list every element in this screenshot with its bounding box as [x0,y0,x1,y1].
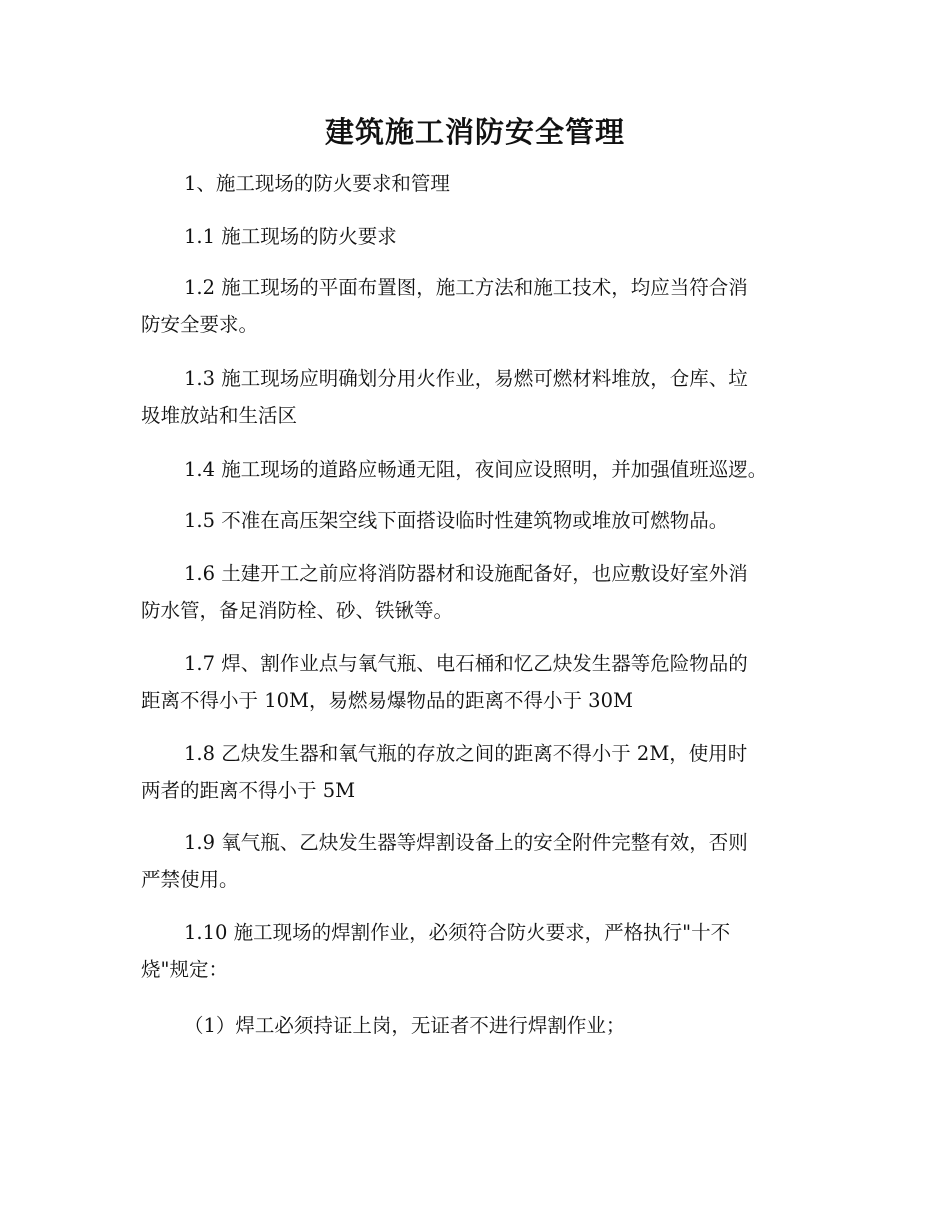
paragraph-line: 烧"规定： [141,958,228,981]
paragraph-line: 距离不得小于 10M，易燃易爆物品的距离不得小于 30M [141,689,633,712]
paragraph-line: 1.8 乙炔发生器和氧气瓶的存放之间的距离不得小于 2M，使用时 [184,742,748,765]
paragraph-line: 1.10 施工现场的焊割作业，必须符合防火要求，严格执行"十不 [184,921,731,944]
paragraph-5 [141,451,831,488]
paragraph-8 [141,645,831,719]
paragraph-10 [141,824,831,898]
paragraph-line: 两者的距离不得小于 5M [141,779,356,802]
paragraph-line: 1.3 施工现场应明确划分用火作业，易燃可燃材料堆放，仓库、垃 [184,367,748,390]
paragraph-line: 1、施工现场的防火要求和管理 [184,172,450,195]
paragraph-line: 1.7 焊、割作业点与氧气瓶、电石桶和忆乙炔发生器等危险物品的 [184,652,748,675]
paragraph-line: 防水管，备足消防栓、砂、铁锹等。 [141,599,454,622]
paragraph-line: 1.1 施工现场的防火要求 [184,225,397,248]
paragraph-line: （1）焊工必须持证上岗，无证者不进行焊割作业； [184,1014,626,1037]
paragraph-line: 1.4 施工现场的道路应畅通无阻，夜间应设照明，并加强值班巡逻。 [184,458,768,481]
paragraph-4 [141,360,831,434]
paragraph-6 [141,502,831,539]
paragraph-3 [141,269,831,343]
paragraph-1 [141,165,831,202]
paragraph-7 [141,555,831,629]
document-title: 建筑施工消防安全管理 [324,115,625,149]
paragraph-line: 1.9 氧气瓶、乙炔发生器等焊割设备上的安全附件完整有效，否则 [184,831,748,854]
paragraph-line: 1.2 施工现场的平面布置图，施工方法和施工技术，均应当符合消 [184,276,748,299]
paragraph-line: 1.6 土建开工之前应将消防器材和设施配备好，也应敷设好室外消 [184,562,748,585]
paragraph-2 [141,218,831,255]
paragraph-11 [141,914,831,988]
paragraph-12 [141,1007,831,1044]
paragraph-9 [141,735,831,809]
paragraph-line: 严禁使用。 [141,868,239,891]
paragraph-line: 1.5 不准在高压架空线下面搭设临时性建筑物或堆放可燃物品。 [184,509,729,532]
paragraph-line: 圾堆放站和生活区 [141,404,298,427]
paragraph-line: 防安全要求。 [141,313,259,336]
